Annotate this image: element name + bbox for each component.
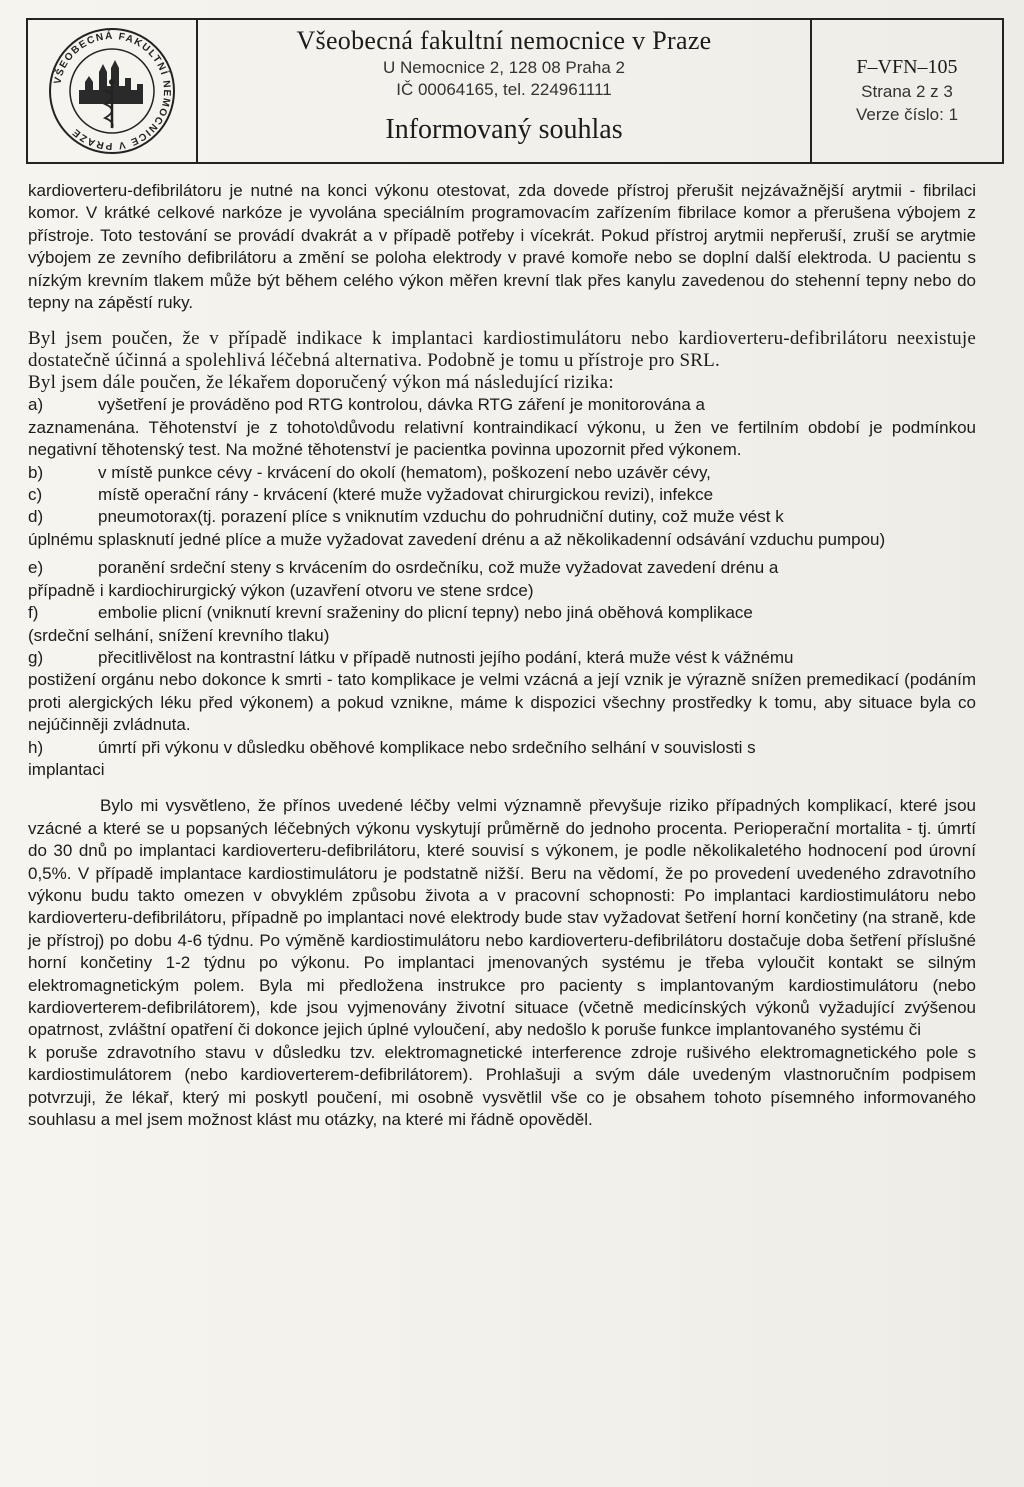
risk-letter: h) xyxy=(28,737,44,757)
form-code: F–VFN–105 xyxy=(856,56,958,78)
hospital-ico-phone: IČ 00064165, tel. 224961111 xyxy=(396,80,612,99)
document-title: Informovaný souhlas xyxy=(385,114,623,145)
hospital-seal-icon xyxy=(45,24,179,158)
risk-letter: c) xyxy=(28,485,43,505)
risk-continuation: (srdeční selhání, snížení krevního tlaku) xyxy=(28,625,330,645)
risk-text: pneumotorax(tj. porazení plíce s vniknutím vzduchu do pohrudniční dutiny, což muže vést k xyxy=(98,507,784,527)
risk-item xyxy=(28,602,976,624)
risk-text: v místě punkce cévy - krvácení do okolí (hematom), poškození nebo uzávěr cévy, xyxy=(98,462,711,482)
risk-letter: d) xyxy=(28,507,44,527)
risk-letter: e) xyxy=(28,558,44,578)
risk-text: přecitlivělost na kontrastní látku v případě nutnosti jejího podání, která muže vést k vážnému xyxy=(98,647,794,667)
form-info-cell xyxy=(812,20,1002,162)
risk-list xyxy=(28,394,976,781)
hospital-address: U Nemocnice 2, 128 08 Praha 2 xyxy=(383,58,625,77)
version-number: Verze číslo: 1 xyxy=(855,105,959,124)
risk-item xyxy=(28,737,976,759)
alternative-statement: Byl jsem poučen, že v případě indikace k implantaci kardiostimulátoru nebo kardioverteru-defibrilátoru neexistuje dostatečně účinná a spolehlivá léčebná alternativa. Podobně je tomu u přístroje pro SRL. xyxy=(28,328,976,372)
risk-letter: a) xyxy=(28,395,44,415)
risk-text: místě operační rány - krvácení (které muže vyžadovat chirurgickou revizi), infekce xyxy=(98,485,714,505)
risk-letter: b) xyxy=(28,462,44,482)
explanation-paragraph: Bylo mi vysvětleno, že přínos uvedené léčby velmi významně převyšuje riziko případných komplikací, které jsou vzácné a které se u popsaných léčebných výkonu vyskytují průměrně do jednoho procenta. Perioperační mortalita - tj. úmrtí do 30 dnů po implantaci kardioverteru-defibrilátoru, které souvisí s výkonem, je podle několikaletého hodnocení pod úrovní 0,5%. V případě implantace kardiostimulátoru je podstatně nižší. Beru na vědomí, že po provedení uvedeného zdravotního výkonu budu takto omezen v obvyklém způsobu života a v pracovní schopnosti: Po implantaci kardiostimulátoru nebo kardioverteru-defibrilátoru, případně po implantaci nové elektrody bude stav vyžadovat šetření horní končetiny (na straně, kde je přístroj) po dobu 4-6 týdnu. Po výměně kardiostimulátoru nebo kardioverteru-defibrilátoru dostačuje doba šetření příslušné horní končetiny 1-2 týdnu po výkonu. Po implantaci jmenovaných systému je třeba vyloučit kontakt se silným elektromagnetickým polem. Byla mi předložena instrukce pro pacienty s implantovaným kardiostimulátoru (nebo kardioverterem-defibrilátorem), kde jsou vyjmenovány životní situace (včetně medicínských výkonů vyžadující zvýšenou opatrnost, zvláštní opatření či dokonce jejich úplné vyloučení, aby nedošlo k poruše funkce implantovaného systému či xyxy=(28,796,976,1040)
seal-ring-text: VŠEOBECNÁ FAKULTNÍ NEMOCNICE V PRAZE xyxy=(52,30,173,152)
risk-item xyxy=(28,462,976,484)
risk-continuation: případně i kardiochirurgický výkon (uzavření otvoru ve stene srdce) xyxy=(28,580,534,600)
risk-continuation: implantaci xyxy=(28,759,105,779)
document-body xyxy=(28,180,976,1131)
risk-text: embolie plicní (vniknutí krevní sraženiny do plicní tepny) nebo jiná oběhová komplikace xyxy=(98,603,753,623)
risk-letter: f) xyxy=(28,603,39,623)
document-header xyxy=(26,18,1004,164)
title-cell xyxy=(198,20,812,162)
risk-continuation: úplnému splasknutí jedné plíce a muže vyžadovat zavedení drénu a až několikadenní odsávání vzduchu pumpou) xyxy=(28,529,886,549)
risk-text: úmrtí při výkonu v důsledku oběhové komplikace nebo srdečního selhání v souvislosti s xyxy=(98,737,756,757)
risk-item xyxy=(28,394,976,416)
risk-item xyxy=(28,484,976,506)
closing-paragraph: k poruše zdravotního stavu v důsledku tzv. elektromagnetické interference zdroje rušivého elektromagnetického pole s kardiostimulátorem (nebo kardioverterem-defibrilátorem). Prohlašuji a svým dále uvedeným vlastnoručním podpisem potvrzuji, že lékař, který mi poskytl poučení, mi osobně vysvětlil vše co je obsahem tohoto písemného informovaného souhlasu a mel jsem možnost klást mu otázky, na které mi řádně opověděl. xyxy=(28,1042,976,1130)
risk-item xyxy=(28,647,976,669)
risk-continuation: zaznamenána. Těhotenství je z tohoto\důvodu relativní kontraindikací výkonu, u žen ve fertilním období je podmínkou negativní těhotenský test. Na možné těhotenství je pacientka povinna upozornit před výkonem. xyxy=(28,417,976,460)
risk-letter: g) xyxy=(28,647,44,667)
risk-item xyxy=(28,506,976,528)
risk-text: vyšetření je prováděno pod RTG kontrolou, dávka RTG záření je monitorována a xyxy=(98,395,705,415)
risk-text: poranění srdeční steny s krvácením do osrdečníku, což muže vyžadovat zavedení drénu a xyxy=(98,558,779,578)
intro-paragraph: kardioverteru-defibrilátoru je nutné na konci výkonu otestovat, zda dovede přístroj přerušit nejzávažnější arytmii - fibrilaci komor. V krátké celkové narkóze je vyvolána speciálním programovacím zařízením fibrilace komor a přerušena výbojem z přístroje. Toto testování se provádí dvakrát a v případě potřeby i vícekrát. Pokud přístroj arytmii nepřeruší, zruší se arytmie výbojem ze zevního defibrilátoru a změní se poloha elektrody v pravé komoře nebo se doplní další elektroda. U pacientu s nízkým krevním tlakem může být během celého výkon měřen krevní tlak přes kanylu zavedenou do stehenní tepny nebo do tepny na zápěstí ruky. xyxy=(28,181,976,313)
risks-intro: Byl jsem dále poučen, že lékařem doporučený výkon má následující rizika: xyxy=(28,372,614,394)
page-number: Strana 2 z 3 xyxy=(861,82,953,101)
risk-item xyxy=(28,557,976,579)
risk-continuation: postižení orgánu nebo dokonce k smrti - tato komplikace je velmi vzácná a její vznik je výrazně snížen premedikací (podáním proti alergických léku před výkonem) a pokud vznikne, máme k dispozici všechny prostředky k tomu, aby situace byla co nejúčinněji zvládnuta. xyxy=(28,670,976,735)
logo-cell xyxy=(28,20,198,162)
hospital-name: Všeobecná fakultní nemocnice v Praze xyxy=(296,26,712,55)
